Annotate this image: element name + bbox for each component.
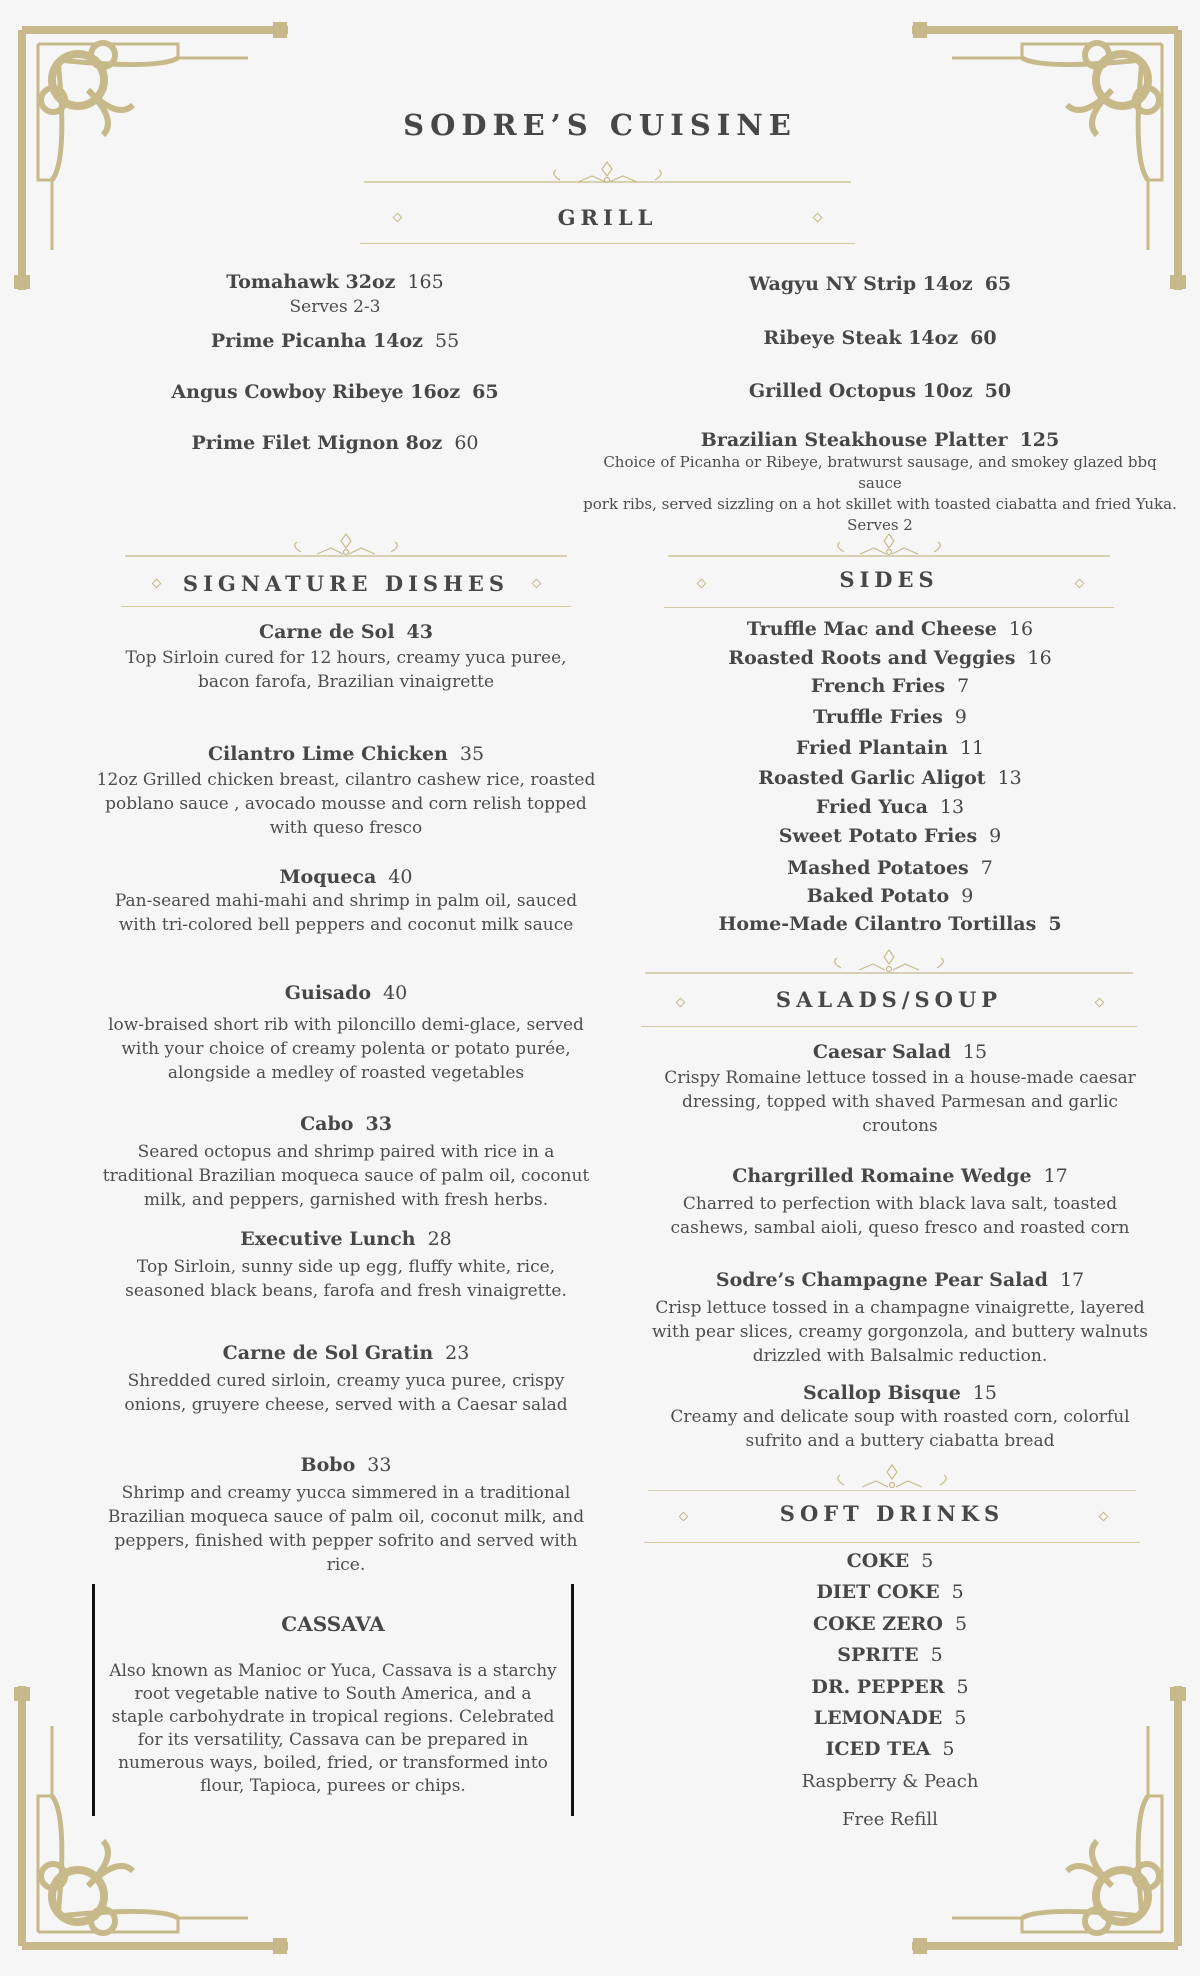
menu-item: Home-Made Cilantro Tortillas 5 (718, 913, 1062, 935)
menu-item: Truffle Mac and Cheese 16 (746, 618, 1034, 640)
menu-item: Fried Yuca 13 (815, 796, 965, 818)
menu-item: Moqueca 40 Pan-seared mahi-mahi and shrimp in palm oil, sauced with tri-colored bell peppers and coconut milk sauce (114, 866, 578, 935)
section-title: GRILL (557, 205, 658, 230)
section-title: SIGNATURE DISHES (182, 571, 510, 596)
item-note: Serves 2-3 (289, 297, 381, 317)
free-refill-note: Free Refill (842, 1809, 938, 1830)
iced-tea-flavors: Raspberry & Peach (801, 1771, 979, 1792)
menu-item: Grilled Octopus 10oz 50 (748, 380, 1012, 402)
section-title: SOFT DRINKS (779, 1501, 1005, 1526)
cassava-info-box (92, 1584, 574, 1816)
menu-item: Fried Plantain 11 (795, 737, 985, 759)
cassava-title: CASSAVA (281, 1612, 385, 1636)
menu-item: Scallop Bisque 15 Creamy and delicate soup with roasted corn, colorful sufrito and a buttery ciabatta bread (670, 1382, 1130, 1451)
drink-item: DR. PEPPER 5 (811, 1676, 969, 1698)
flourish-ornament (664, 530, 1114, 560)
section-header-signature-dishes (121, 532, 571, 607)
drink-item: ICED TEA 5 (825, 1738, 955, 1760)
menu-item: Guisado 40 low-braised short rib with piloncillo demi-glace, served with your choice of creamy polenta or potato purée, alongside a medley of roasted vegetables (108, 982, 584, 1083)
menu-item: Prime Filet Mignon 8oz 60 (191, 432, 479, 454)
drink-item: DIET COKE 5 (816, 1581, 964, 1603)
menu-item: Carne de Sol Gratin 23 Shredded cured sirloin, creamy yuca puree, crispy onions, gruyere cheese, served with a Caesar salad (124, 1342, 568, 1415)
menu-item: Prime Picanha 14oz 55 (210, 330, 460, 352)
menu-item: Ribeye Steak 14oz 60 (763, 327, 997, 349)
menu-item: Mashed Potatoes 7 (787, 857, 993, 879)
menu-item: French Fries 7 (810, 675, 970, 697)
section-title: SIDES (839, 567, 939, 592)
cassava-body: Also known as Manioc or Yuca, Cassava is a starchy root vegetable native to South America, and a staple carbohydrate in tropical regions. Celebrated for its versatility, Cassava can be prepared in numerous ways, boiled, fried, or transformed into flour, Tapioca, purees or chips. (109, 1661, 557, 1796)
restaurant-title: SODRE’S CUISINE (403, 108, 797, 142)
menu-item: Roasted Garlic Aligot 13 (758, 767, 1022, 789)
menu-item: Sweet Potato Fries 9 (778, 825, 1002, 847)
section-header-soft-drinks (644, 1461, 1140, 1545)
menu-item: Baked Potato 9 (806, 885, 974, 907)
menu-item: Truffle Fries 9 (813, 706, 967, 728)
menu-item: Sodre’s Champagne Pear Salad 17 Crisp lettuce tossed in a champagne vinaigrette, layered with pear slices, creamy gorgonzola, and buttery walnuts drizzled with Balsalmic reduction. (652, 1269, 1148, 1366)
section-header-grill (360, 160, 855, 245)
menu-item: Tomahawk 32oz 165 Serves 2-3 (130, 270, 540, 318)
flourish-ornament (641, 944, 1137, 974)
section-header-sides (664, 530, 1114, 610)
menu-item: Carne de Sol 43 Top Sirloin cured for 12 hours, creamy yuca puree, bacon farofa, Brazilian vinaigrette (125, 621, 567, 692)
menu-item: Bobo 33 Shrimp and creamy yucca simmered in a traditional Brazilian moqueca sauce of palm oil, coconut milk, and peppers, finished with pepper sofrito and served with rice. (107, 1454, 585, 1575)
menu-item: Cabo 33 Seared octopus and shrimp paired with rice in a traditional Brazilian moqueca sauce of palm oil, coconut milk, and peppers, garnished with fresh herbs. (102, 1113, 590, 1210)
menu-item: Roasted Roots and Veggies 16 (728, 647, 1052, 669)
flourish-ornament (121, 532, 571, 562)
drink-item: COKE ZERO 5 (812, 1613, 968, 1635)
drink-item: SPRITE 5 (837, 1644, 943, 1666)
menu-item: Cilantro Lime Chicken 35 12oz Grilled chicken breast, cilantro cashew rice, roasted poblano sauce , avocado mousse and corn relish topped with queso fresco (96, 743, 596, 838)
menu-item: Angus Cowboy Ribeye 16oz 65 (171, 381, 499, 403)
flourish-ornament (360, 160, 855, 190)
menu-item: Brazilian Steakhouse Platter 125 Choice of Picanha or Ribeye, bratwurst sausage, and smokey glazed bbq sauce pork ribs, served sizzling on a hot skillet with toasted ciabatta and fried Yuka. Serves 2 (583, 429, 1177, 534)
menu-item: Caesar Salad 15 Crispy Romaine lettuce tossed in a house-made caesar dressing, topped with shaved Parmesan and garlic croutons (664, 1041, 1136, 1136)
section-header-salads-soup (641, 944, 1137, 1028)
section-title: SALADS/SOUP (775, 987, 1003, 1012)
flourish-ornament (644, 1461, 1140, 1491)
menu-item: Wagyu NY Strip 14oz 65 (748, 273, 1012, 295)
drink-item: COKE 5 (846, 1550, 934, 1572)
drink-item: LEMONADE 5 (813, 1707, 967, 1729)
corner-ornament-top-right (892, 10, 1192, 310)
menu-item: Chargrilled Romaine Wedge 17 Charred to perfection with black lava salt, toasted cashews, sambal aioli, queso fresco and roasted corn (670, 1165, 1130, 1238)
menu-item: Executive Lunch 28 Top Sirloin, sunny side up egg, fluffy white, rice, seasoned black beans, farofa and fresh vinaigrette. (125, 1228, 567, 1301)
corner-ornament-top-left (8, 10, 308, 310)
